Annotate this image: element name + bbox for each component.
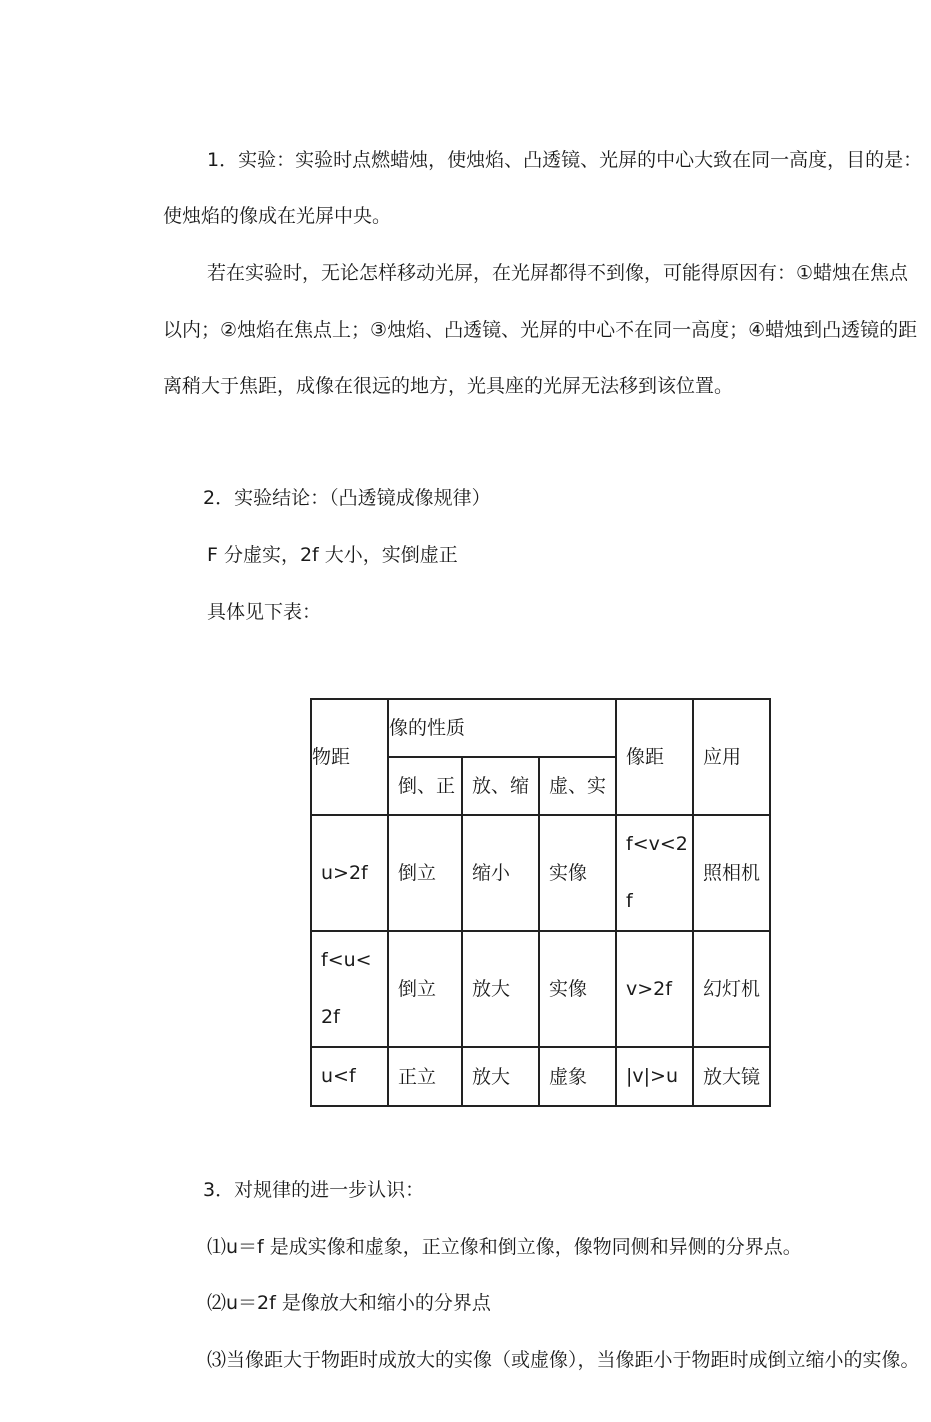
paragraph-line: 1．实验：实验时点燃蜡烛，使烛焰、凸透镜、光屏的中心大致在同一高度，目的是： xyxy=(207,149,923,171)
paragraph-line: 离稍大于焦距，成像在很远的地方，光具座的光屏无法移到该位置。 xyxy=(163,375,734,397)
table-note: 具体见下表： xyxy=(207,601,322,623)
list-item: ⑴u＝f 是成实像和虚象，正立像和倒立像，像物同侧和异侧的分界点。 xyxy=(207,1236,802,1258)
cell-image-distance xyxy=(616,931,693,1047)
header-image-nature: 像的性质 xyxy=(388,699,616,757)
paragraph-line: 以内；②烛焰在焦点上；③烛焰、凸透镜、光屏的中心不在同一高度；④蜡烛到凸透镜的距 xyxy=(163,319,918,341)
cell-line: v>2f xyxy=(626,977,672,1000)
cell-image-distance xyxy=(616,1047,693,1106)
cell-line: u<f xyxy=(321,1065,356,1087)
section-title: 2．实验结论：（凸透镜成像规律） xyxy=(203,487,491,509)
header-image-distance: 像距 xyxy=(616,699,693,815)
cell-application: 照相机 xyxy=(693,815,770,931)
cell-line: f<v<2 xyxy=(626,833,688,855)
table-row xyxy=(311,815,770,931)
cell-orientation: 倒立 xyxy=(388,815,462,931)
header-application: 应用 xyxy=(693,699,770,815)
paragraph-line: 使烛焰的像成在光屏中央。 xyxy=(163,205,392,227)
cell-size: 缩小 xyxy=(462,815,539,931)
cell-line: u>2f xyxy=(321,861,368,884)
list-item: ⑵u＝2f 是像放大和缩小的分界点 xyxy=(207,1292,491,1314)
cell-object-distance xyxy=(311,931,388,1047)
cell-type: 实像 xyxy=(539,931,616,1047)
cell-object-distance xyxy=(311,815,388,931)
section-title: 3．对规律的进一步认识： xyxy=(203,1179,425,1201)
cell-application: 放大镜 xyxy=(693,1047,770,1106)
header-orientation: 倒、正 xyxy=(388,757,462,815)
paragraph-line: 若在实验时，无论怎样移动光屏，在光屏都得不到像，可能得原因有：①蜡烛在焦点 xyxy=(207,262,909,284)
cell-line: f xyxy=(626,890,633,912)
cell-size: 放大 xyxy=(462,931,539,1047)
cell-image-distance xyxy=(616,815,693,931)
header-object-distance: 物距 xyxy=(311,699,388,815)
table-row xyxy=(311,931,770,1047)
cell-line: 2f xyxy=(321,1006,340,1028)
table-row xyxy=(311,1047,770,1106)
cell-line: |v|>u xyxy=(626,1065,679,1087)
cell-line: f<u< xyxy=(321,949,372,971)
imaging-rules-table xyxy=(310,698,771,1107)
cell-type: 虚象 xyxy=(539,1047,616,1106)
header-size: 放、缩 xyxy=(462,757,539,815)
header-real-virtual: 虚、实 xyxy=(539,757,616,815)
rule-text: F 分虚实，2f 大小，实倒虚正 xyxy=(207,544,458,566)
cell-size: 放大 xyxy=(462,1047,539,1106)
list-item: ⑶当像距大于物距时成放大的实像（或虚像），当像距小于物距时成倒立缩小的实像。 xyxy=(207,1349,920,1371)
cell-orientation: 正立 xyxy=(388,1047,462,1106)
cell-type: 实像 xyxy=(539,815,616,931)
cell-orientation: 倒立 xyxy=(388,931,462,1047)
cell-application: 幻灯机 xyxy=(693,931,770,1047)
cell-object-distance xyxy=(311,1047,388,1106)
